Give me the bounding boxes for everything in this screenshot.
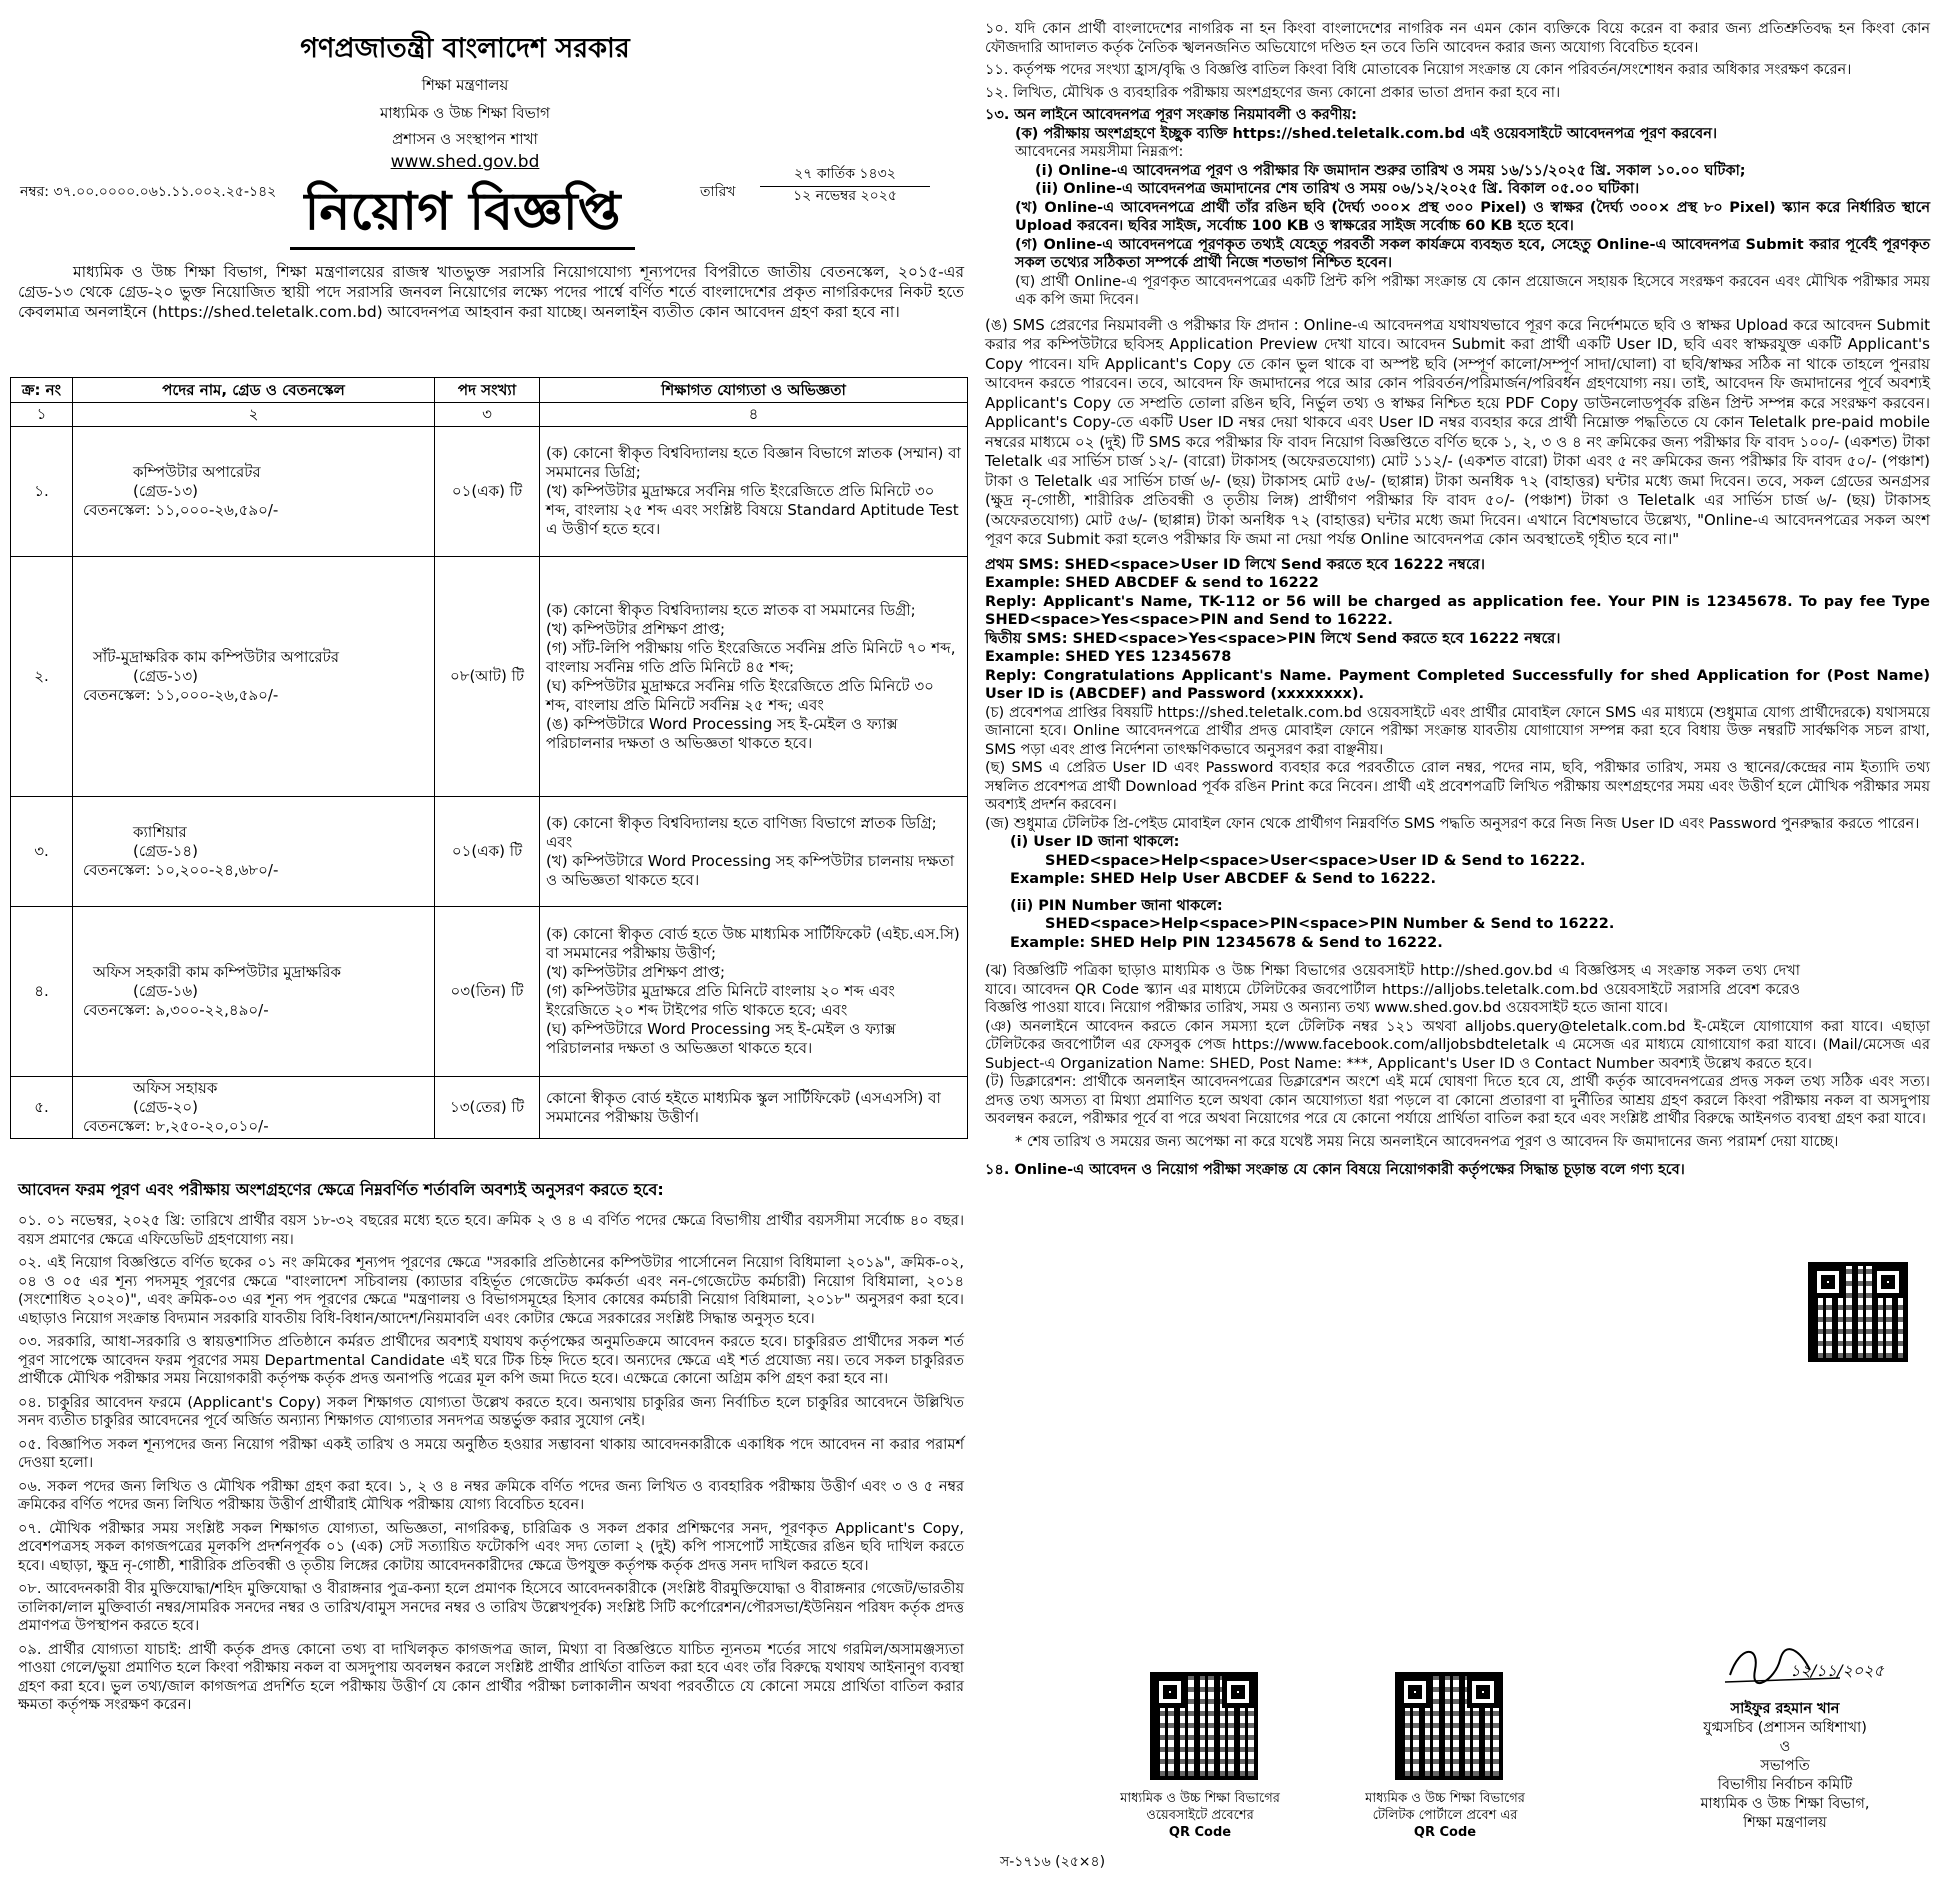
post-name: সাঁট-মুদ্রাক্ষরিক কাম কম্পিউটার অপারেটর	[93, 648, 340, 666]
qual-item: (ক) কোনো স্বীকৃত বিশ্ববিদ্যালয় হতে স্নাতক বা সমমানের ডিগ্রী;	[546, 600, 916, 619]
post-grade: (গ্রেড-১৬)	[133, 982, 198, 1000]
condition-item: ০২. এই নিয়োগ বিজ্ঞপ্তিতে বর্ণিত ছকের ০১ নং ক্রমিকের শূন্যপদ পূরণের ক্ষেত্রে "সরকারি প্রতিষ্ঠানের কম্পিউটার পার্সোনেল নিয়োগ বিধিমালা ২০১৯", ক্রমিক-০২, ০৪ ও ০৫ এর শূন্য পদসমূহ পূরণের ক্ষেত্রে "বাংলাদেশ সচিবালয় (ক্যাডার বহির্ভূত গেজেটেড কর্মকর্তা এবং নন-গেজেটেড কর্মচারী) নিয়োগ বিধিমালা, ২০১৪ (সংশোধিত ২০২০)", এবং ক্রমিক-০৩ এর শূন্য পদ পূরণের ক্ষেত্রে "মন্ত্রণালয় ও বিভাগসমূহের হিসাব কোষের কর্মচারী নিয়োগ বিধিমালা, ২০১৮" অনুসরণ করা হবে। এছাড়াও নিয়োগ সংক্রান্ত বিদ্যমান সরকারি যাবতীয় বিধি-বিধান/আদেশ/নিয়মাবলি এবং কোটার ক্ষেত্রে সরকারের সংশ্লিষ্ট সিদ্ধান্ত অনুসৃত হবে।	[18, 1255, 964, 1327]
government-name: গণপ্রজাতন্ত্রী বাংলাদেশ সরকার	[300, 33, 630, 64]
row-count: ০১(এক) টি	[435, 427, 540, 557]
qual-item: (ঘ) কম্পিউটার মুদ্রাক্ষরে সর্বনিম্ন গতি ইংরেজিতে প্রতি মিনিটে ৩০ শব্দ, বাংলায় প্রতি মিনিটে সর্বনিম্ন ২৫ শব্দ; এবং	[546, 676, 934, 714]
qual-item: (খ) কম্পিউটার প্রশিক্ষণ প্রাপ্ত;	[546, 963, 725, 981]
branch-name: প্রশাসন ও সংস্থাপন শাখা	[392, 130, 538, 148]
post-scale: বেতনস্কেল: ১০,২০০-২৪,৬৮০/-	[83, 861, 279, 879]
qual-item: কোনো স্বীকৃত বোর্ড হইতে মাধ্যমিক স্কুল সার্টিফিকেট (এসএসসি) বা সমমানের পরীক্ষায় উত্তীর্ণ।	[546, 1088, 941, 1126]
caption-line: QR Code	[1168, 1825, 1232, 1840]
ministry-name: শিক্ষা মন্ত্রণালয়	[421, 76, 509, 94]
qr-code-icon[interactable]	[1808, 1262, 1908, 1362]
row-qualification	[540, 427, 968, 557]
colnum: ১	[11, 403, 73, 427]
table-header-row	[11, 378, 968, 403]
row-count: ০৩(তিন) টি	[435, 907, 540, 1077]
rule-ja-i-example: Example: SHED Help User ABCDEF & Send to 16222.	[1010, 871, 1436, 887]
row-qualification	[540, 907, 968, 1077]
qual-item: (ঘ) কম্পিউটারে Word Processing সহ ই-মেইল ও ফ্যাক্স পরিচালনার দক্ষতা ও অভিজ্ঞতা থাকতে হবে।	[546, 1020, 896, 1057]
qual-item: (গ) কম্পিউটার মুদ্রাক্ষরে প্রতি মিনিটে বাংলায় ২০ শব্দ এবং ইংরেজিতে ২০ শব্দ টাইপের গতি থাকতে হবে; এবং	[546, 982, 895, 1019]
condition-item: ০৬. সকল পদের জন্য লিখিত ও মৌখিক পরীক্ষা গ্রহণ করা হবে। ১, ২ ও ৪ নম্বর ক্রমিকে বর্ণিত পদের জন্য লিখিত ও ব্যবহারিক পরীক্ষায় উত্তীর্ণ এবং ৩ ও ৫ নম্বর ক্রমিকের বর্ণিত পদের জন্য লিখিত পরীক্ষায় উত্তীর্ণ প্রার্থীরাই মৌখিক পরীক্ষায় যোগ্য বিবেচিত হবেন।	[18, 1478, 964, 1513]
qual-item: (ক) কোনো স্বীকৃত বোর্ড হতে উচ্চ মাধ্যমিক সার্টিফিকেট (এইচ.এস.সি) বা সমমানের পরীক্ষায় উত্তীর্ণ;	[546, 925, 960, 962]
memo-number: নম্বর: ৩৭.০০.০০০০.০৬১.১১.০০২.২৫-১৪২	[20, 184, 277, 200]
rule-ga: (গ) Online-এ আবেদনপত্রে পূরণকৃত তথ্যই যেহেতু পরবর্তী সকল কার্যক্রমে ব্যবহৃত হবে, সেহেতু Online-এ আবেদনপত্র Submit করার পূর্বেই পূরণকৃত সকল তথ্যের সঠিকতা সম্পর্কে প্রার্থী নিজে শতভাগ নিশ্চিত হবেন।	[1015, 236, 1930, 271]
post-scale: বেতনস্কেল: ৯,৩০০-২২,৪৯০/-	[83, 1001, 269, 1019]
sms-first-reply: Reply: Applicant's Name, TK-112 or 56 will be charged as application fee. Your PIN is 12345678. To pay fee Type SHED<space>Yes<space>PIN and Send to 16222.	[985, 593, 1930, 628]
signatory-ministry: শিক্ষা মন্ত্রণালয়	[1743, 1815, 1827, 1831]
division-name: মাধ্যমিক ও উচ্চ শিক্ষা বিভাগ	[379, 104, 551, 122]
signatory-name: সাইফুর রহমান খান	[1730, 1701, 1840, 1717]
row-serial: ৪.	[11, 907, 73, 1077]
online-rules	[985, 125, 1930, 310]
header-post: পদের নাম, গ্রেড ও বেতনস্কেল	[73, 378, 435, 403]
post-grade: (গ্রেড-১৩)	[133, 667, 198, 685]
sms-second: দ্বিতীয় SMS: SHED<space>Yes<space>PIN লিখে Send করতে হবে 16222 নম্বরে।	[985, 630, 1561, 647]
row-serial: ৫.	[11, 1077, 73, 1139]
rule-ka-ii: (ii) Online-এ আবেদনপত্র জমাদানের শেষ তারিখ ও সময় ০৬/১২/২০২৫ খ্রি. বিকাল ০৫.০০ ঘটিকা।	[1035, 181, 1640, 197]
conditions-heading: আবেদন ফরম পূরণ এবং পরীক্ষায় অংশগ্রহণের ক্ষেত্রে নিম্নবর্ণিত শর্তাবলি অবশ্যই অনুসরণ করতে হবে:	[18, 1180, 664, 1199]
rule-ja: (জ) শুধুমাত্র টেলিটক প্রি-পেইড মোবাইল ফোন থেকে প্রার্থীগণ নিম্নবর্ণিত SMS পদ্ধতি অনুসরণ করে নিজ নিজ User ID এবং Password পুনরুদ্ধার করতে পারেন।	[985, 815, 1920, 832]
post-name: অফিস সহায়ক	[133, 1079, 218, 1097]
footer-code: স-১৭১৬ (২৫×৪)	[1000, 1854, 1106, 1870]
rule-ka: (ক) পরীক্ষায় অংশগ্রহণে ইচ্ছুক ব্যক্তি https://shed.teletalk.com.bd এই ওয়েবসাইটে আবেদনপত্র পূরণ করবেন।	[1015, 125, 1718, 142]
row-serial: ১.	[11, 427, 73, 557]
caption-line: ওয়েবসাইটে প্রবেশের	[1146, 1808, 1254, 1823]
rule-chha: (ছ) SMS এ প্রেরিত User ID এবং Password ব্যবহার করে পরবর্তীতে রোল নম্বর, পদের নাম, ছবি, পরীক্ষার তারিখ, সময় ও স্থানের/কেন্দ্রের নাম ইত্যাদি তথ্য সম্বলিত প্রবেশপত্র প্রার্থী Download পূর্বক রঙিন Print করে নিবেন। প্রার্থী এই প্রবেশপত্রটি লিখিত পরীক্ষায় অংশগ্রহণের সময় এবং উত্তীর্ণ হলে মৌখিক পরীক্ষার সময় অবশ্যই প্রদর্শন করবেন।	[985, 760, 1930, 813]
qual-item: (ক) কোনো স্বীকৃত বিশ্ববিদ্যালয় হতে বিজ্ঞান বিভাগে স্নাতক (সম্মান) বা সমমানের ডিগ্রি;	[546, 444, 961, 481]
rule-jha: (ঝ) বিজ্ঞপ্তিটি পত্রিকা ছাড়াও মাধ্যমিক ও উচ্চ শিক্ষা বিভাগের ওয়েবসাইট http://shed.gov.bd এ বিজ্ঞপ্তিসহ এ সংক্রান্ত সকল তথ্য দেখা যাবে। আবেদন QR Code স্ক্যান এর মাধ্যমে টেলিটকের জবপোর্টাল https://alljobs.teletalk.com.bd ওয়েবসাইটে সরাসরি প্রবেশ করেও বিজ্ঞপ্তি পাওয়া যাবে। নিয়োগ পরীক্ষার তারিখ, সময় ও অন্যান্য তথ্য www.shed.gov.bd ওয়েবসাইট হতে জানা যাবে।	[985, 963, 1800, 1016]
post-scale: বেতনস্কেল: ১১,০০০-২৬,৫৯০/-	[83, 501, 279, 519]
qual-item: (গ) সাঁট-লিপি পরীক্ষায় গতি ইংরেজিতে সর্বনিম্ন প্রতি মিনিটে ৭০ শব্দ, বাংলায় সর্বনিম্ন গতি প্রতি মিনিটে ৪৫ শব্দ;	[546, 638, 956, 676]
condition-item: ০৮. আবেদনকারী বীর মুক্তিযোদ্ধা/শহিদ মুক্তিযোদ্ধা ও বীরাঙ্গনার পুত্র-কন্যা হলে প্রমাণক হিসেবে আবেদনকারীকে (সংশ্লিষ্ট বীরমুক্তিযোদ্ধা ও বীরাঙ্গনার গেজেট/ভারতীয় তালিকা/লাল মুক্তিবার্তা নম্বর/সামরিক সনদের নম্বর ও তারিখ/বামুস সনদের নম্বর ও তারিখ উল্লেখপূর্বক) সংশ্লিষ্ট সিটি কর্পোরেশন/পৌরসভা/ইউনিয়ন পরিষদ কর্তৃক প্রদত্ত প্রমাণপত্র উপস্থাপন করতে হবে।	[18, 1581, 964, 1634]
post-scale: বেতনস্কেল: ৮,২৫০-২০,০১০/-	[83, 1117, 269, 1135]
post-grade: (গ্রেড-২০)	[133, 1098, 198, 1116]
jobs-table	[10, 377, 968, 1139]
colnum: ২	[73, 403, 435, 427]
row-post	[73, 797, 435, 907]
condition-item: ০৩. সরকারি, আধা-সরকারি ও স্বায়ত্তশাসিত প্রতিষ্ঠানে কর্মরত প্রার্থীদের অবশ্যই যথাযথ কর্তৃপক্ষের অনুমতিক্রমে আবেদন করতে হবে। চাকুরিরত প্রার্থীদের সকল শর্ত পূরণ সাপেক্ষে আবেদন ফরম পূরণের সময় Departmental Candidate এই ঘরে টিক চিহ্ন দিতে হবে। অন্যদের ক্ষেত্রে এই শর্ত প্রযোজ্য নয়। তবে সকল চাকুরিরত প্রার্থীকে মৌখিক পরীক্ষার সময় নিয়োগকারী কর্তৃপক্ষ কর্তৃক প্রদত্ত অনাপত্তি পত্রের মূল কপি জমা দিতে হবে। এক্ষেত্রে কোনো অগ্রিম কপি গ্রহণ করা হবে না।	[18, 1334, 964, 1387]
condition-12: ১২. লিখিত, মৌখিক ও ব্যবহারিক পরীক্ষায় অংশগ্রহণের জন্য কোনো প্রকার ভাতা প্রদান করা হবে না।	[985, 84, 1561, 101]
website-link[interactable]: www.shed.gov.bd	[390, 152, 540, 172]
condition-item: ০৫. বিজ্ঞাপিত সকল শূন্যপদের জন্য নিয়োগ পরীক্ষা একই তারিখ ও সময়ে অনুষ্ঠিত হওয়ার সম্ভাবনা থাকায় আবেদনকারীকে একাধিক পদে আবেদন না করার পরামর্শ দেওয়া হলো।	[18, 1436, 964, 1471]
table-colnum-row	[11, 403, 968, 427]
sms-first-example: Example: SHED ABCDEF & send to 16222	[985, 575, 1319, 591]
post-grade: (গ্রেড-১৪)	[133, 842, 198, 860]
table-row	[11, 427, 968, 557]
condition-item: ০৭. মৌখিক পরীক্ষার সময় সংশ্লিষ্ট সকল শিক্ষাগত যোগ্যতা, অভিজ্ঞতা, নাগরিকত্ব, চারিত্রিক ও সকল প্রকার প্রশিক্ষণের সনদ, পূরণকৃত Applicant's Copy, প্রবেশপত্রসহ সকল কাগজপত্রের মূলকপি প্রদর্শনপূর্বক ০১ (এক) সেট সত্যায়িত ফটোকপি এবং সদ্য তোলা ২ (দুই) কপি পাসপোর্ট সাইজের রঙিন ছবি দাখিল করতে হবে। এছাড়া, ক্ষুদ্র নৃ-গোষ্ঠী, শারীরিক প্রতিবন্ধী ও তৃতীয় লিঙ্গের কোটায় আবেদনকারীদের ক্ষেত্রে উপযুক্ত কর্তৃপক্ষ কর্তৃক প্রদত্ত সনদ দাখিল করতে হবে।	[18, 1520, 964, 1574]
rule-ja-ii-example: Example: SHED Help PIN 12345678 & Send to 16222.	[1010, 934, 1443, 951]
row-post	[73, 557, 435, 797]
signatory-designation: যুগ্মসচিব (প্রশাসন অধিশাখা)	[1703, 1720, 1867, 1736]
sms-second-reply: Reply: Congratulations Applicant's Name. Payment Completed Successfully for shed Application for (Post Name) User ID is (ABCDEF) and Password (xxxxxxxx).	[985, 667, 1930, 702]
row-post	[73, 907, 435, 1077]
post-grade: (গ্রেড-১৩)	[133, 482, 198, 500]
date-bangla: ২৭ কার্তিক ১৪৩২	[760, 162, 930, 187]
condition-13: ১৩. অন লাইনে আবেদনপত্র পূরণ সংক্রান্ত নিয়মাবলী ও করণীয়:	[985, 107, 1357, 123]
caption-line: মাধ্যমিক ও উচ্চ শিক্ষা বিভাগের	[1365, 1791, 1525, 1806]
date-english: ১২ নভেম্বর ২০২৫	[793, 188, 897, 204]
rule-nio: (ঞ) অনলাইনে আবেদন করতে কোন সমস্যা হলে টেলিটক নম্বর ১২১ অথবা alljobs.query@teletalk.com.bd ই-মেইলে যোগাযোগ করা যাবে। এছাড়া টেলিটকের জবপোর্টাল এর ফেসবুক পেজ https://www.facebook.com/alljobsbdteletalk এ মেসেজ এর মাধ্যমে যোগাযোগ করা যাবে। (Mail/মেসেজ এর Subject-এ Organization Name: SHED, Post Name: ***, Applicant's User ID ও Contact Number অবশ্যই উল্লেখ করতে হবে।	[985, 1018, 1930, 1072]
row-qualification	[540, 557, 968, 797]
qr1-caption	[1080, 1790, 1320, 1841]
signature-block	[1640, 1700, 1930, 1833]
notice-title: নিয়োগ বিজ্ঞপ্তি	[304, 181, 621, 242]
signatory-role: সভাপতি	[1760, 1758, 1810, 1774]
rule-ka-i: (i) Online-এ আবেদনপত্র পূরণ ও পরীক্ষার ফি জমাদান শুরুর তারিখ ও সময় ১৬/১১/২০২৫ খ্রি. সকাল ১০.০০ ঘটিকা;	[1035, 162, 1746, 179]
rule-ja-ii-cmd: SHED<space>Help<space>PIN<space>PIN Number & Send to 16222.	[1045, 916, 1615, 932]
qr-code-icon[interactable]	[1150, 1672, 1258, 1780]
qual-item: (খ) কম্পিউটার মুদ্রাক্ষরে সর্বনিম্ন গতি ইংরেজিতে প্রতি মিনিটে ৩০ শব্দ, বাংলায় ২৫ শব্দ এবং সংশ্লিষ্ট বিষয়ে Standard Aptitude Test এ উত্তীর্ণ হতে হবে।	[546, 482, 959, 538]
rule-gha: (ঘ) প্রার্থী Online-এ পূরণকৃত আবেদনপত্রের একটি প্রিন্ট কপি পরীক্ষা সংক্রান্ত যে কোন প্রয়োজনে সহায়ক হিসেবে সংরক্ষণ করবেন এবং মৌখিক পরীক্ষার সময় এক কপি জমা দিবেন।	[1015, 273, 1930, 308]
intro-paragraph: মাধ্যমিক ও উচ্চ শিক্ষা বিভাগ, শিক্ষা মন্ত্রণালয়ের রাজস্ব খাতভুক্ত সরাসরি নিয়োগযোগ্য শূন্যপদের বিপরীতে জাতীয় বেতনস্কেল, ২০১৫-এর গ্রেড-১৩ থেকে গ্রেড-২০ ভুক্ত নিয়োজিত স্থায়ী পদে সরাসরি জনবল নিয়োগের লক্ষ্যে পদের পার্শ্বে বর্ণিত শর্তে বাংলাদেশের প্রকৃত নাগরিকদের নিকট হতে কেবলমাত্র অনলাইনে (https://shed.teletalk.com.bd) আবেদনপত্র আহবান করা যাচ্ছে। অনলাইন ব্যতীত কোন আবেদন গ্রহণ করা হবে না।	[18, 263, 964, 321]
condition-10: ১০. যদি কোন প্রার্থী বাংলাদেশের নাগরিক না হন কিংবা বাংলাদেশের নাগরিক নন এমন কোন ব্যক্তিকে বিয়ে করেন বা করার জন্য প্রতিশ্রুতিবদ্ধ হন কিংবা কোন ফৌজদারি আদালত কর্তৃক নৈতিক স্খলনজনিত অভিযোগে দণ্ডিত হন তবে তিনি আবেদন করার জন্য অযোগ্য বিবেচিত হবেন।	[985, 21, 1930, 56]
header-qualification: শিক্ষাগত যোগ্যতা ও অভিজ্ঞতা	[540, 378, 968, 403]
notice-title-box	[290, 177, 635, 250]
rule-ta: (ট) ডিক্লারেশন: প্রার্থীকে অনলাইন আবেদনপত্রের ডিক্লারেশন অংশে এই মর্মে ঘোষণা দিতে হবে যে, প্রার্থী কর্তৃক আবেদনপত্রের প্রদত্ত সকল তথ্য সঠিক এবং সত্য। প্রদত্ত তথ্য অসত্য বা মিথ্যা প্রমাণিত হলে অথবা কোন অযোগ্যতা ধরা পড়লে বা কোনো প্রতারণা বা দুর্নীতির আশ্রয় গ্রহণ করলে কিংবা পরীক্ষায় নকল বা অসদুপায় অবলম্বন করলে, পরীক্ষার পূর্বে বা পরে অথবা নিয়োগের পরে যে কোনো পর্যায়ে প্রার্থিতা বাতিল করা হবে এবং সংশ্লিষ্ট প্রার্থীর বিরুদ্ধে আইনগত ব্যবস্থা গ্রহণ করা যাবে।	[985, 1074, 1930, 1127]
signatory-committee: বিভাগীয় নির্বাচন কমিটি	[1717, 1777, 1853, 1793]
table-row	[11, 797, 968, 907]
header-serial: ক্র: নং	[11, 378, 73, 403]
qual-item: (ক) কোনো স্বীকৃত বিশ্ববিদ্যালয় হতে বাণিজ্য বিভাগে স্নাতক ডিগ্রি; এবং	[546, 813, 937, 851]
row-post	[73, 427, 435, 557]
row-serial: ২.	[11, 557, 73, 797]
caption-line: টেলিটক পোর্টালে প্রবেশ এর	[1372, 1808, 1518, 1823]
table-row	[11, 907, 968, 1077]
row-count: ০১(এক) টি	[435, 797, 540, 907]
qual-item: (খ) কম্পিউটারে Word Processing সহ কম্পিউটার চালনায় দক্ষতা ও অভিজ্ঞতা থাকতে হবে।	[546, 851, 955, 889]
signature-date: ১২/১১/২০২৫	[1790, 1661, 1884, 1680]
post-name: কম্পিউটার অপারেটর	[133, 463, 261, 481]
qr2-caption	[1325, 1790, 1565, 1841]
post-name: অফিস সহকারী কাম কম্পিউটার মুদ্রাক্ষরিক	[93, 963, 342, 981]
colnum: ৩	[435, 403, 540, 427]
sms-first: প্রথম SMS: SHED<space>User ID লিখে Send করতে হবে 16222 নম্বরে।	[985, 556, 1485, 573]
conditions-list	[18, 1212, 964, 1715]
signatory-and: ও	[1779, 1739, 1791, 1755]
qual-item: (ঙ) কম্পিউটারে Word Processing সহ ই-মেইল ও ফ্যাক্স পরিচালনার দক্ষতা ও অভিজ্ঞতা থাকতে হবে।	[546, 714, 898, 752]
date-label: তারিখ	[700, 184, 736, 200]
rule-nga: (ঙ) SMS প্রেরণের নিয়মাবলী ও পরীক্ষার ফি প্রদান : Online-এ আবেদনপত্র যথাযথভাবে পূরণ করে নির্দেশমতে ছবি ও স্বাক্ষর Upload করে আবেদন Submit করার পর কম্পিউটারে ছবিসহ Application Preview দেখা যাবে। আবেদন Submit করা প্রার্থী একটি User ID, ছবি এবং স্বাক্ষরযুক্ত একটি Applicant's Copy পাবেন। যদি Applicant's Copy তে কোন ভুল থাকে বা অস্পষ্ট ছবি (সম্পূর্ণ কালো/সম্পূর্ণ সাদা/ঘোলা) বা ছবি/স্বাক্ষর সঠিক না থাকে তাহলে পুনরায় আবেদন করতে পারবেন। তবে, আবেদন ফি জমাদানের পরে আর কোন পরিবর্তন/পরিমার্জন/পরিবর্ধন গ্রহণযোগ্য নয়। তাই, আবেদন ফি জমাদানের পূর্বে অবশ্যই Applicant's Copy তে সম্প্রতি তোলা রঙিন ছবি, নির্ভুল তথ্য ও স্বাক্ষর নিশ্চিত হয়ে PDF Copy ডাউনলোডপূর্বক রঙিন প্রিন্ট সম্পন্ন করে সংরক্ষণ করবেন। Applicant's Copy-তে একটি User ID নম্বর দেয়া থাকবে এবং User ID নম্বর ব্যবহার করে প্রার্থী নিম্নোক্ত পদ্ধতিতে যে কোন Teletalk pre-paid mobile নম্বরের মাধ্যমে ০২ (দুই) টি SMS করে পরীক্ষার ফি বাবদ নিয়োগ বিজ্ঞপ্তিতে বর্ণিত ছকে ১, ২, ৩ ও ৪ নং ক্রমিকের জন্য পরীক্ষার ফি বাবদ ১০০/- (একশত) টাকা Teletalk এর সার্ভিস চার্জ ১২/- (বারো) টাকাসহ (অফেরতযোগ্য) মোট ১১২/- (একশত বারো) টাকা এবং ৫ নং ক্রমিকের জন্য পরীক্ষার ফি বাবদ ৫০/- (পঞ্চাশ) টাকা ও Teletalk এর সার্ভিস চার্জ ৬/- (ছয়) টাকাসহ মোট ৫৬/- (ছাপ্পান্ন) টাকা অনধিক ৭২ (বাহাত্তর) ঘন্টার মধ্যে জমা দিবেন। তবে, সকল গ্রেডের অনগ্রসর (ক্ষুদ্র নৃ-গোষ্ঠী, শারীরিক প্রতিবন্ধী ও তৃতীয় লিঙ্গ) প্রার্থীগণ পরীক্ষার ফি বাবদ ৫০/- (পঞ্চাশ) টাকা ও Teletalk এর সার্ভিস চার্জ ৬/- (ছয়) টাকাসহ (অফেরতযোগ্য) মোট ৫৬/- (ছাপ্পান্ন) টাকা অনধিক ৭২ (বাহাত্তর) ঘন্টার মধ্যে জমা দিবেন। এখানে বিশেষভাবে উল্লেখ্য, "Online-এ আবেদনপত্রের সকল অংশ পূরণ করে Submit করা হলেও পরীক্ষার ফি জমা না দেয়া পর্যন্ত Online আবেদনপত্র কোন অবস্থাতেই গৃহীত হবে না।"	[985, 315, 1930, 548]
header-count: পদ সংখ্যা	[435, 378, 540, 403]
rule-cha: (চ) প্রবেশপত্র প্রাপ্তির বিষয়টি https://shed.teletalk.com.bd ওয়েবসাইটে এবং প্রার্থীর মোবাইল ফোনে SMS এর মাধ্যমে (শুধুমাত্র যোগ্য প্রার্থীদেরকে) যথাসময়ে জানানো হবে। Online আবেদনপত্রে প্রার্থীর প্রদত্ত মোবাইল ফোনে পরীক্ষা সংক্রান্ত যাবতীয় যোগাযোগ সম্পন্ন করা হবে বিধায় উক্ত নম্বরটি সার্বক্ষণিক সচল রাখা, SMS পড়া এবং প্রাপ্ত নির্দেশনা তাৎক্ষণিকভাবে অনুসরণ করা বাঞ্ছনীয়।	[985, 704, 1930, 758]
qr-code-icon[interactable]	[1395, 1672, 1503, 1780]
table-row	[11, 1077, 968, 1139]
row-qualification	[540, 797, 968, 907]
signatory-division: মাধ্যমিক ও উচ্চ শিক্ষা বিভাগ,	[1700, 1796, 1870, 1812]
post-scale: বেতনস্কেল: ১১,০০০-২৬,৫৯০/-	[83, 686, 279, 704]
caption-line: QR Code	[1413, 1825, 1477, 1840]
rule-ja-i-cmd: SHED<space>Help<space>User<space>User ID & Send to 16222.	[1045, 852, 1586, 869]
qual-item: (খ) কম্পিউটার প্রশিক্ষণ প্রাপ্ত;	[546, 619, 725, 638]
colnum: ৪	[540, 403, 968, 427]
condition-11: ১১. কর্তৃপক্ষ পদের সংখ্যা হ্রাস/বৃদ্ধি ও বিজ্ঞপ্তি বাতিল কিংবা বিধি মোতাবেক নিয়োগ সংক্রান্ত যে কোন পরিবর্তন/সংশোধন করার অধিকার সংরক্ষণ করেন।	[985, 62, 1852, 78]
rule-ja-ii: (ii) PIN Number জানা থাকলে:	[1010, 897, 1223, 914]
rule-ka-deadline: আবেদনের সময়সীমা নিম্নরূপ:	[1015, 144, 1184, 160]
right-column	[985, 20, 1930, 1180]
row-qualification	[540, 1077, 968, 1139]
post-name: ক্যাশিয়ার	[133, 823, 187, 841]
row-count: ০৮(আট) টি	[435, 557, 540, 797]
rule-kha: (খ) Online-এ আবেদনপত্রে প্রার্থী তাঁর রঙিন ছবি (দৈর্ঘ্য ৩০০× প্রস্থ ৩০০ Pixel) ও স্বাক্ষর (দৈর্ঘ্য ৩০০× প্রস্থ ৮০ Pixel) স্ক্যান করে নির্ধারিত স্থানে Upload করবেন। ছবির সাইজ, সর্বোচ্চ 100 KB ও স্বাক্ষরের সাইজ সর্বোচ্চ 60 KB হতে হবে।	[1015, 199, 1930, 234]
rule-ja-i: (i) User ID জানা থাকলে:	[1010, 834, 1180, 850]
caption-line: মাধ্যমিক ও উচ্চ শিক্ষা বিভাগের	[1120, 1791, 1280, 1806]
condition-item: ০১. ০১ নভেম্বর, ২০২৫ খ্রি: তারিখে প্রার্থীর বয়স ১৮-৩২ বছরের মধ্যে হতে হবে। ক্রমিক ২ ও ৪ এ বর্ণিত পদের ক্ষেত্রে বিভাগীয় প্রার্থীর বয়সসীমা সর্বোচ্চ ৪০ বছর। বয়স প্রমাণের ক্ষেত্রে এফিডেভিট গ্রহণযোগ্য নয়।	[18, 1213, 964, 1248]
deadline-note: * শেষ তারিখ ও সময়ের জন্য অপেক্ষা না করে যথেষ্ট সময় নিয়ে অনলাইনে আবেদনপত্র পূরণ ও আবেদন ফি জমাদানের জন্য পরামর্শ দেয়া যাচ্ছে।	[1015, 1133, 1839, 1150]
row-post	[73, 1077, 435, 1139]
condition-item: ০৯. প্রার্থীর যোগ্যতা যাচাই: প্রার্থী কর্তৃক প্রদত্ত কোনো তথ্য বা দাখিলকৃত কাগজপত্র জাল, মিথ্যা বা বিজ্ঞপ্তিতে যাচিত ন্যূনতম শর্তের সাথে গরমিল/অসামঞ্জস্যতা পাওয়া গেলে/ভুয়া প্রমাণিত হলে কিংবা পরীক্ষায় নকল বা অসদুপায় অবলম্বন করলে সংশ্লিষ্ট প্রার্থীর প্রার্থিতা বাতিল করা হবে এবং তাঁর বিরুদ্ধে যথাযথ আইনানুগ ব্যবস্থা গ্রহণ করা হবে। ভুল তথ্য/জাল কাগজপত্র প্রদর্শিত হলে পরীক্ষায় উত্তীর্ণ যে কোন প্রার্থীর পরীক্ষা চলাকালীন অথবা পরবর্তীতে যে কোনো সময়ে প্রার্থিতা বাতিল করার ক্ষমতা কর্তৃপক্ষ সংরক্ষণ করেন।	[18, 1641, 964, 1713]
row-count: ১৩(তের) টি	[435, 1077, 540, 1139]
row-serial: ৩.	[11, 797, 73, 907]
sms-second-example: Example: SHED YES 12345678	[985, 649, 1232, 665]
condition-item: ০৪. চাকুরির আবেদন ফরমে (Applicant's Copy) সকল শিক্ষাগত যোগ্যতা উল্লেখ করতে হবে। অন্যথায় চাকুরির জন্য নির্বাচিত হলে চাকুরির আবেদনে উল্লিখিত সনদ ব্যতীত চাকুরির আবেদনের পূর্বে অর্জিত অন্যান্য শিক্ষাগত যোগ্যতার সনদপত্র অন্তর্ভুক্ত করার সুযোগ নেই।	[18, 1394, 964, 1429]
table-row	[11, 557, 968, 797]
condition-14: ১৪. Online-এ আবেদন ও নিয়োগ পরীক্ষা সংক্রান্ত যে কোন বিষয়ে নিয়োগকারী কর্তৃপক্ষের সিদ্ধান্ত চূড়ান্ত বলে গণ্য হবে।	[985, 1162, 1685, 1178]
